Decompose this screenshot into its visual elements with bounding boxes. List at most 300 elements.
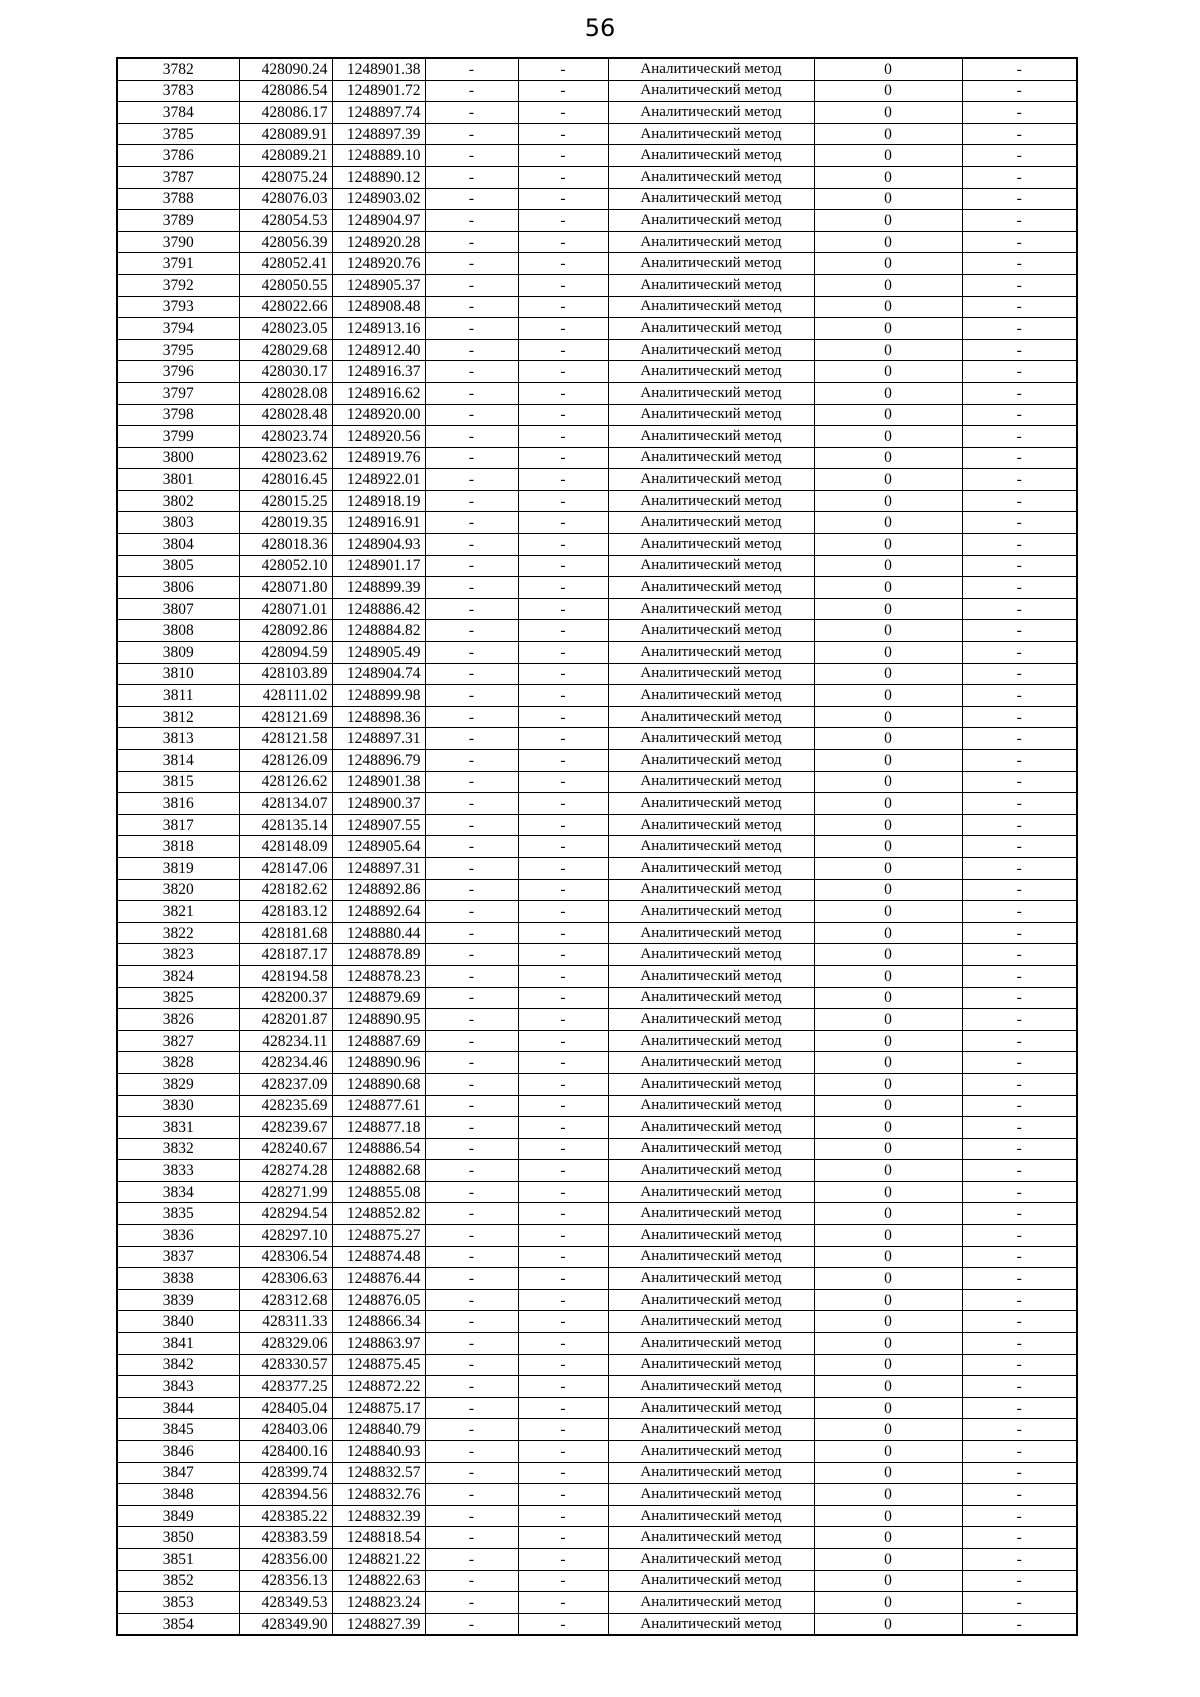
coord-y: 1248901.72	[332, 80, 425, 102]
method-cell: Аналитический метод	[608, 620, 814, 642]
dash-cell: -	[518, 188, 608, 210]
coord-y: 1248840.79	[332, 1419, 425, 1441]
point-number: 3837	[117, 1246, 239, 1268]
table-row	[117, 1397, 1077, 1419]
coord-y: 1248876.44	[332, 1268, 425, 1290]
point-number: 3844	[117, 1397, 239, 1419]
dash-cell: -	[518, 1592, 608, 1614]
dash-cell: -	[425, 879, 518, 901]
dash-cell: -	[962, 642, 1077, 664]
dash-cell: -	[425, 944, 518, 966]
method-cell: Аналитический метод	[608, 512, 814, 534]
method-cell: Аналитический метод	[608, 1570, 814, 1592]
dash-cell: -	[518, 512, 608, 534]
dash-cell: -	[425, 361, 518, 383]
dash-cell: -	[425, 901, 518, 923]
coord-x: 428182.62	[239, 879, 332, 901]
dash-cell: -	[425, 814, 518, 836]
dash-cell: -	[518, 1570, 608, 1592]
dash-cell: -	[962, 1527, 1077, 1549]
dash-cell: -	[518, 274, 608, 296]
accuracy-cell: 0	[814, 663, 962, 685]
method-cell: Аналитический метод	[608, 1376, 814, 1398]
table-row	[117, 1419, 1077, 1441]
dash-cell: -	[962, 145, 1077, 167]
coord-x: 428076.03	[239, 188, 332, 210]
table-row	[117, 1117, 1077, 1139]
table-row	[117, 1527, 1077, 1549]
dash-cell: -	[962, 814, 1077, 836]
table-row	[117, 296, 1077, 318]
coord-y: 1248918.19	[332, 490, 425, 512]
dash-cell: -	[518, 318, 608, 340]
dash-cell: -	[962, 210, 1077, 232]
dash-cell: -	[962, 706, 1077, 728]
coord-y: 1248920.00	[332, 404, 425, 426]
dash-cell: -	[518, 1462, 608, 1484]
table-row	[117, 382, 1077, 404]
coord-y: 1248905.49	[332, 642, 425, 664]
coord-y: 1248832.39	[332, 1505, 425, 1527]
coord-x: 428016.45	[239, 469, 332, 491]
point-number: 3811	[117, 685, 239, 707]
coord-y: 1248832.76	[332, 1484, 425, 1506]
accuracy-cell: 0	[814, 642, 962, 664]
accuracy-cell: 0	[814, 922, 962, 944]
accuracy-cell: 0	[814, 685, 962, 707]
method-cell: Аналитический метод	[608, 188, 814, 210]
method-cell: Аналитический метод	[608, 1268, 814, 1290]
dash-cell: -	[962, 80, 1077, 102]
point-number: 3813	[117, 728, 239, 750]
accuracy-cell: 0	[814, 1225, 962, 1247]
accuracy-cell: 0	[814, 1333, 962, 1355]
coord-y: 1248890.68	[332, 1073, 425, 1095]
coord-y: 1248878.23	[332, 965, 425, 987]
point-number: 3790	[117, 231, 239, 253]
method-cell: Аналитический метод	[608, 1419, 814, 1441]
dash-cell: -	[518, 771, 608, 793]
accuracy-cell: 0	[814, 58, 962, 80]
coord-x: 428274.28	[239, 1160, 332, 1182]
dash-cell: -	[518, 555, 608, 577]
coord-x: 428329.06	[239, 1333, 332, 1355]
coord-x: 428052.10	[239, 555, 332, 577]
dash-cell: -	[425, 253, 518, 275]
coord-y: 1248920.28	[332, 231, 425, 253]
coord-x: 428121.69	[239, 706, 332, 728]
dash-cell: -	[518, 210, 608, 232]
dash-cell: -	[962, 922, 1077, 944]
point-number: 3802	[117, 490, 239, 512]
coord-y: 1248884.82	[332, 620, 425, 642]
accuracy-cell: 0	[814, 1548, 962, 1570]
accuracy-cell: 0	[814, 469, 962, 491]
dash-cell: -	[962, 188, 1077, 210]
method-cell: Аналитический метод	[608, 814, 814, 836]
dash-cell: -	[425, 642, 518, 664]
dash-cell: -	[962, 685, 1077, 707]
dash-cell: -	[425, 447, 518, 469]
dash-cell: -	[425, 1613, 518, 1635]
dash-cell: -	[962, 1311, 1077, 1333]
coord-x: 428271.99	[239, 1181, 332, 1203]
dash-cell: -	[962, 1419, 1077, 1441]
point-number: 3792	[117, 274, 239, 296]
dash-cell: -	[962, 1570, 1077, 1592]
dash-cell: -	[518, 1138, 608, 1160]
accuracy-cell: 0	[814, 555, 962, 577]
coord-y: 1248875.17	[332, 1397, 425, 1419]
coord-y: 1248855.08	[332, 1181, 425, 1203]
point-number: 3795	[117, 339, 239, 361]
coord-y: 1248875.45	[332, 1354, 425, 1376]
point-number: 3814	[117, 750, 239, 772]
dash-cell: -	[518, 1311, 608, 1333]
dash-cell: -	[425, 490, 518, 512]
method-cell: Аналитический метод	[608, 1073, 814, 1095]
coord-y: 1248877.61	[332, 1095, 425, 1117]
dash-cell: -	[518, 663, 608, 685]
method-cell: Аналитический метод	[608, 123, 814, 145]
dash-cell: -	[962, 123, 1077, 145]
dash-cell: -	[962, 620, 1077, 642]
coord-y: 1248922.01	[332, 469, 425, 491]
point-number: 3801	[117, 469, 239, 491]
coord-x: 428181.68	[239, 922, 332, 944]
dash-cell: -	[962, 1030, 1077, 1052]
table-row	[117, 1268, 1077, 1290]
coord-x: 428294.54	[239, 1203, 332, 1225]
accuracy-cell: 0	[814, 231, 962, 253]
coord-x: 428194.58	[239, 965, 332, 987]
accuracy-cell: 0	[814, 706, 962, 728]
dash-cell: -	[425, 1419, 518, 1441]
coord-y: 1248880.44	[332, 922, 425, 944]
dash-cell: -	[425, 382, 518, 404]
method-cell: Аналитический метод	[608, 339, 814, 361]
table-row	[117, 1376, 1077, 1398]
dash-cell: -	[962, 534, 1077, 556]
table-row	[117, 274, 1077, 296]
method-cell: Аналитический метод	[608, 253, 814, 275]
dash-cell: -	[518, 901, 608, 923]
coord-x: 428349.53	[239, 1592, 332, 1614]
accuracy-cell: 0	[814, 577, 962, 599]
accuracy-cell: 0	[814, 1376, 962, 1398]
table-row	[117, 1246, 1077, 1268]
coord-y: 1248821.22	[332, 1548, 425, 1570]
coord-y: 1248882.68	[332, 1160, 425, 1182]
point-number: 3789	[117, 210, 239, 232]
table-row	[117, 642, 1077, 664]
dash-cell: -	[425, 728, 518, 750]
dash-cell: -	[518, 339, 608, 361]
dash-cell: -	[518, 80, 608, 102]
coord-y: 1248919.76	[332, 447, 425, 469]
table-row	[117, 1009, 1077, 1031]
accuracy-cell: 0	[814, 1117, 962, 1139]
dash-cell: -	[425, 123, 518, 145]
accuracy-cell: 0	[814, 1592, 962, 1614]
accuracy-cell: 0	[814, 750, 962, 772]
accuracy-cell: 0	[814, 318, 962, 340]
dash-cell: -	[962, 253, 1077, 275]
dash-cell: -	[425, 1462, 518, 1484]
dash-cell: -	[518, 1419, 608, 1441]
table-row	[117, 1225, 1077, 1247]
point-number: 3784	[117, 102, 239, 124]
coord-x: 428019.35	[239, 512, 332, 534]
accuracy-cell: 0	[814, 512, 962, 534]
accuracy-cell: 0	[814, 296, 962, 318]
dash-cell: -	[425, 1117, 518, 1139]
accuracy-cell: 0	[814, 145, 962, 167]
point-number: 3848	[117, 1484, 239, 1506]
accuracy-cell: 0	[814, 1095, 962, 1117]
coord-x: 428201.87	[239, 1009, 332, 1031]
dash-cell: -	[962, 1052, 1077, 1074]
accuracy-cell: 0	[814, 1030, 962, 1052]
table-row	[117, 987, 1077, 1009]
dash-cell: -	[518, 814, 608, 836]
method-cell: Аналитический метод	[608, 1289, 814, 1311]
dash-cell: -	[425, 1138, 518, 1160]
point-number: 3797	[117, 382, 239, 404]
dash-cell: -	[962, 296, 1077, 318]
method-cell: Аналитический метод	[608, 1441, 814, 1463]
coord-x: 428023.62	[239, 447, 332, 469]
coord-y: 1248907.55	[332, 814, 425, 836]
dash-cell: -	[962, 555, 1077, 577]
coord-x: 428028.08	[239, 382, 332, 404]
coord-y: 1248901.38	[332, 58, 425, 80]
accuracy-cell: 0	[814, 123, 962, 145]
coord-x: 428330.57	[239, 1354, 332, 1376]
dash-cell: -	[962, 361, 1077, 383]
point-number: 3818	[117, 836, 239, 858]
dash-cell: -	[962, 166, 1077, 188]
accuracy-cell: 0	[814, 1160, 962, 1182]
dash-cell: -	[425, 1548, 518, 1570]
table-row	[117, 1181, 1077, 1203]
dash-cell: -	[425, 1354, 518, 1376]
point-number: 3829	[117, 1073, 239, 1095]
table-row	[117, 339, 1077, 361]
dash-cell: -	[518, 1009, 608, 1031]
coord-x: 428071.01	[239, 598, 332, 620]
point-number: 3834	[117, 1181, 239, 1203]
coord-x: 428121.58	[239, 728, 332, 750]
coord-y: 1248876.05	[332, 1289, 425, 1311]
dash-cell: -	[962, 836, 1077, 858]
table-row	[117, 361, 1077, 383]
point-number: 3832	[117, 1138, 239, 1160]
table-row	[117, 1441, 1077, 1463]
coord-y: 1248890.96	[332, 1052, 425, 1074]
dash-cell: -	[962, 793, 1077, 815]
coord-x: 428028.48	[239, 404, 332, 426]
method-cell: Аналитический метод	[608, 750, 814, 772]
dash-cell: -	[518, 750, 608, 772]
point-number: 3841	[117, 1333, 239, 1355]
coord-x: 428134.07	[239, 793, 332, 815]
method-cell: Аналитический метод	[608, 685, 814, 707]
accuracy-cell: 0	[814, 1613, 962, 1635]
dash-cell: -	[962, 426, 1077, 448]
method-cell: Аналитический метод	[608, 663, 814, 685]
point-number: 3799	[117, 426, 239, 448]
dash-cell: -	[425, 685, 518, 707]
point-number: 3820	[117, 879, 239, 901]
dash-cell: -	[425, 188, 518, 210]
dash-cell: -	[962, 1333, 1077, 1355]
accuracy-cell: 0	[814, 598, 962, 620]
dash-cell: -	[518, 534, 608, 556]
table-row	[117, 685, 1077, 707]
table-row	[117, 814, 1077, 836]
accuracy-cell: 0	[814, 1419, 962, 1441]
coord-x: 428111.02	[239, 685, 332, 707]
dash-cell: -	[425, 1181, 518, 1203]
point-number: 3787	[117, 166, 239, 188]
accuracy-cell: 0	[814, 1484, 962, 1506]
point-number: 3843	[117, 1376, 239, 1398]
point-number: 3828	[117, 1052, 239, 1074]
dash-cell: -	[425, 1592, 518, 1614]
dash-cell: -	[962, 447, 1077, 469]
dash-cell: -	[518, 1484, 608, 1506]
accuracy-cell: 0	[814, 1289, 962, 1311]
accuracy-cell: 0	[814, 80, 962, 102]
table-row	[117, 490, 1077, 512]
table-row	[117, 166, 1077, 188]
dash-cell: -	[518, 728, 608, 750]
dash-cell: -	[425, 598, 518, 620]
dash-cell: -	[518, 231, 608, 253]
method-cell: Аналитический метод	[608, 857, 814, 879]
coord-x: 428147.06	[239, 857, 332, 879]
coord-x: 428405.04	[239, 1397, 332, 1419]
coord-x: 428399.74	[239, 1462, 332, 1484]
point-number: 3796	[117, 361, 239, 383]
dash-cell: -	[962, 965, 1077, 987]
method-cell: Аналитический метод	[608, 1181, 814, 1203]
coord-y: 1248889.10	[332, 145, 425, 167]
accuracy-cell: 0	[814, 1311, 962, 1333]
method-cell: Аналитический метод	[608, 469, 814, 491]
dash-cell: -	[518, 1505, 608, 1527]
dash-cell: -	[962, 1160, 1077, 1182]
coord-y: 1248897.39	[332, 123, 425, 145]
dash-cell: -	[962, 469, 1077, 491]
point-number: 3852	[117, 1570, 239, 1592]
point-number: 3830	[117, 1095, 239, 1117]
accuracy-cell: 0	[814, 1203, 962, 1225]
dash-cell: -	[425, 231, 518, 253]
table-row	[117, 901, 1077, 923]
dash-cell: -	[518, 793, 608, 815]
method-cell: Аналитический метод	[608, 534, 814, 556]
coord-x: 428015.25	[239, 490, 332, 512]
coord-y: 1248901.17	[332, 555, 425, 577]
coord-x: 428023.05	[239, 318, 332, 340]
coord-y: 1248899.39	[332, 577, 425, 599]
table-row	[117, 728, 1077, 750]
point-number: 3812	[117, 706, 239, 728]
table-row	[117, 750, 1077, 772]
point-number: 3853	[117, 1592, 239, 1614]
coord-x: 428383.59	[239, 1527, 332, 1549]
coord-x: 428022.66	[239, 296, 332, 318]
dash-cell: -	[962, 1397, 1077, 1419]
dash-cell: -	[962, 1548, 1077, 1570]
table-row	[117, 231, 1077, 253]
dash-cell: -	[518, 1246, 608, 1268]
coord-y: 1248916.37	[332, 361, 425, 383]
accuracy-cell: 0	[814, 1181, 962, 1203]
method-cell: Аналитический метод	[608, 145, 814, 167]
dash-cell: -	[425, 1311, 518, 1333]
method-cell: Аналитический метод	[608, 922, 814, 944]
dash-cell: -	[518, 490, 608, 512]
dash-cell: -	[962, 1095, 1077, 1117]
dash-cell: -	[518, 1441, 608, 1463]
point-number: 3816	[117, 793, 239, 815]
coord-x: 428092.86	[239, 620, 332, 642]
dash-cell: -	[962, 231, 1077, 253]
coord-x: 428183.12	[239, 901, 332, 923]
dash-cell: -	[962, 339, 1077, 361]
dash-cell: -	[518, 879, 608, 901]
dash-cell: -	[425, 620, 518, 642]
dash-cell: -	[518, 922, 608, 944]
dash-cell: -	[962, 1441, 1077, 1463]
coord-x: 428235.69	[239, 1095, 332, 1117]
table-row	[117, 1203, 1077, 1225]
accuracy-cell: 0	[814, 879, 962, 901]
point-number: 3825	[117, 987, 239, 1009]
accuracy-cell: 0	[814, 814, 962, 836]
coord-x: 428297.10	[239, 1225, 332, 1247]
accuracy-cell: 0	[814, 1505, 962, 1527]
coord-x: 428349.90	[239, 1613, 332, 1635]
method-cell: Аналитический метод	[608, 447, 814, 469]
method-cell: Аналитический метод	[608, 1095, 814, 1117]
coord-x: 428356.00	[239, 1548, 332, 1570]
point-number: 3821	[117, 901, 239, 923]
method-cell: Аналитический метод	[608, 80, 814, 102]
dash-cell: -	[425, 512, 518, 534]
dash-cell: -	[962, 944, 1077, 966]
coord-y: 1248892.64	[332, 901, 425, 923]
accuracy-cell: 0	[814, 447, 962, 469]
point-number: 3846	[117, 1441, 239, 1463]
dash-cell: -	[518, 598, 608, 620]
dash-cell: -	[425, 1246, 518, 1268]
accuracy-cell: 0	[814, 620, 962, 642]
coord-y: 1248886.42	[332, 598, 425, 620]
dash-cell: -	[425, 1376, 518, 1398]
point-number: 3839	[117, 1289, 239, 1311]
accuracy-cell: 0	[814, 166, 962, 188]
point-number: 3788	[117, 188, 239, 210]
accuracy-cell: 0	[814, 987, 962, 1009]
dash-cell: -	[962, 1354, 1077, 1376]
method-cell: Аналитический метод	[608, 361, 814, 383]
point-number: 3791	[117, 253, 239, 275]
method-cell: Аналитический метод	[608, 555, 814, 577]
